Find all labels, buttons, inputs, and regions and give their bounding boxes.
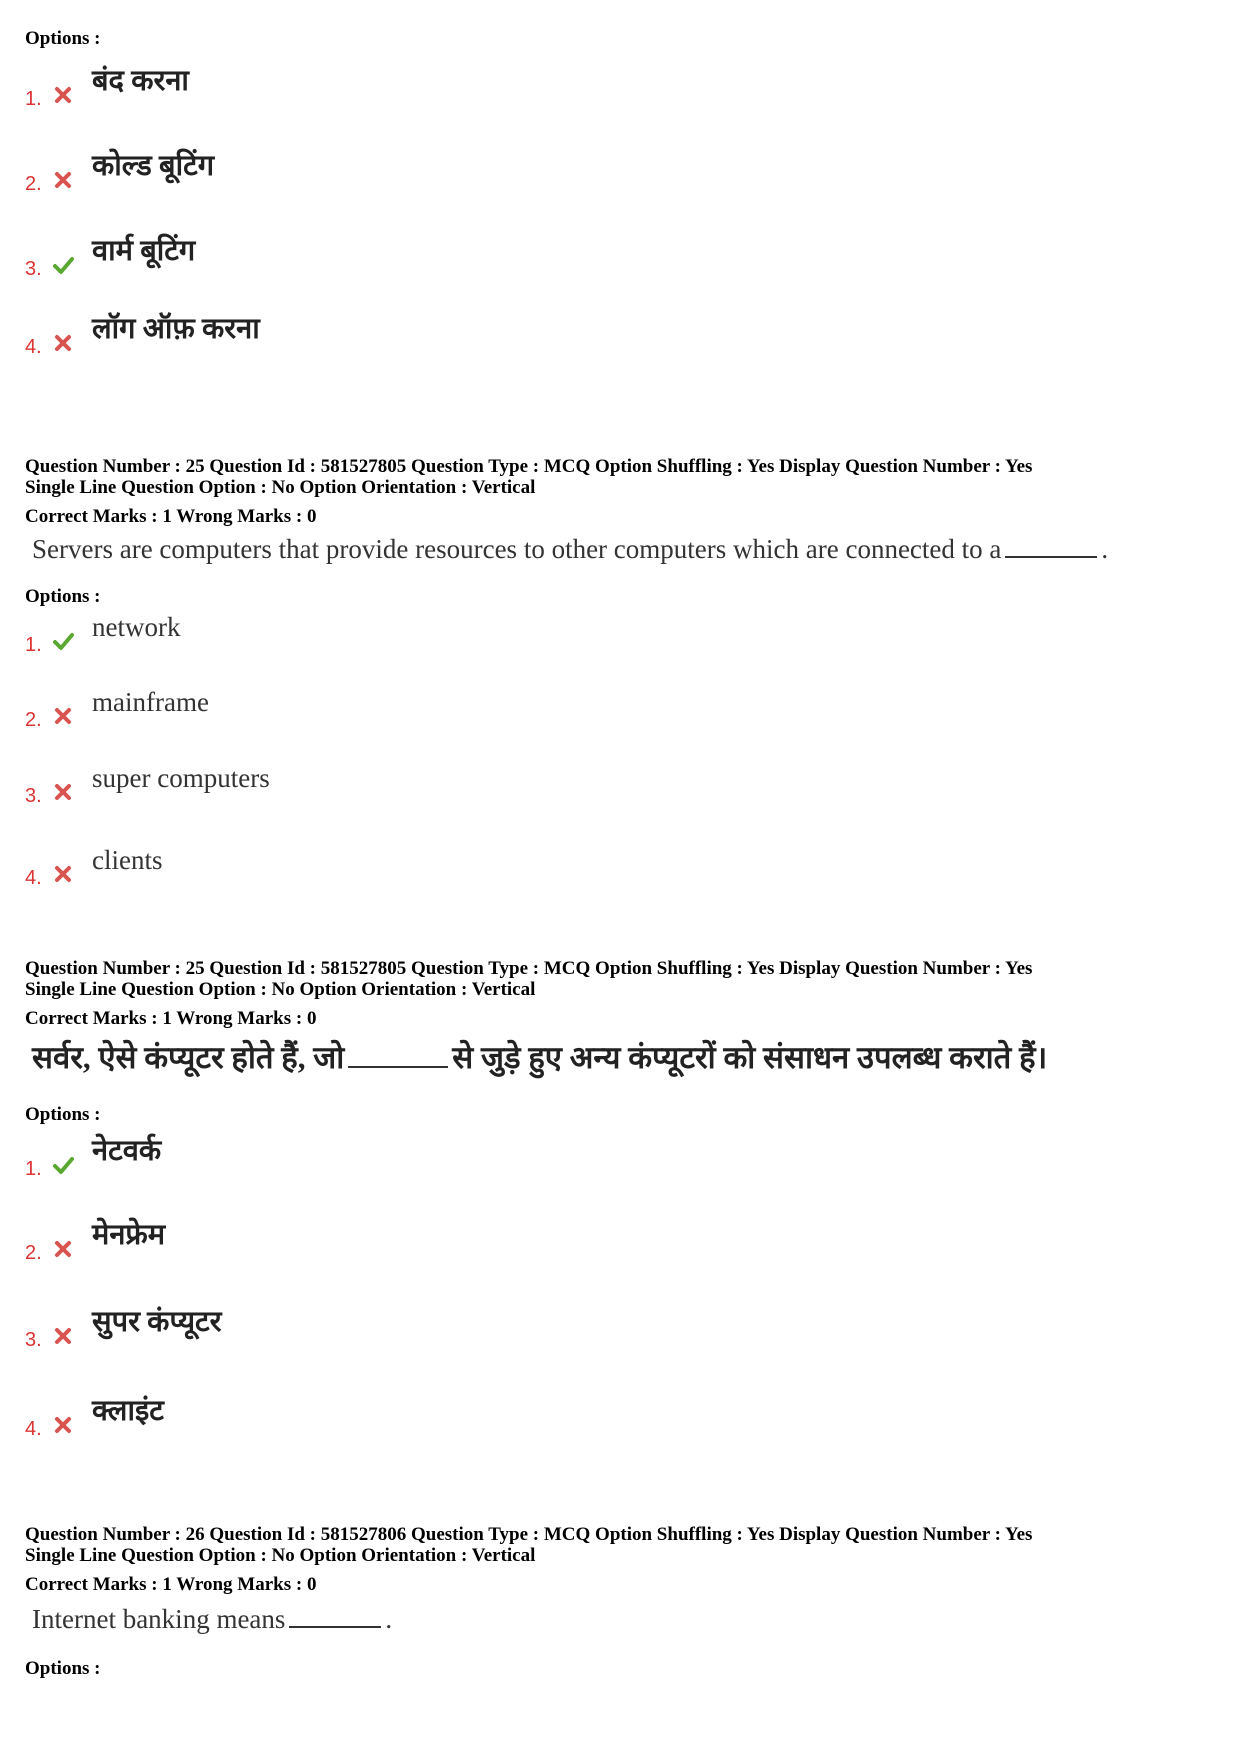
- question-text: [32, 1604, 392, 1635]
- question-marks: Correct Marks : 1 Wrong Marks : 0: [25, 506, 317, 527]
- options-label: Options :: [25, 586, 101, 607]
- check-icon: [52, 630, 74, 652]
- question-meta-line1: Question Number : 25 Question Id : 581527805 Question Type : MCQ Option Shuffling : Yes Display Question Number : Yes: [25, 456, 1033, 477]
- options-label: Options :: [25, 1658, 101, 1679]
- check-icon: [52, 254, 74, 276]
- option-number: 2.: [25, 173, 42, 195]
- option-number: 3.: [25, 1329, 42, 1351]
- option-text: वार्म बूटिंग: [92, 235, 196, 267]
- question-text-start: Internet banking means: [32, 1604, 286, 1634]
- cross-icon: [52, 705, 74, 727]
- option-text: clients: [92, 845, 163, 875]
- question-meta-line1: Question Number : 26 Question Id : 581527806 Question Type : MCQ Option Shuffling : Yes Display Question Number : Yes: [25, 1524, 1033, 1545]
- option-number: 1.: [25, 1158, 42, 1180]
- cross-icon: [52, 1325, 74, 1347]
- options-label: Options :: [25, 28, 101, 49]
- check-icon: [52, 1154, 74, 1176]
- question-meta: [25, 958, 1032, 1000]
- option-text: network: [92, 612, 181, 642]
- cross-icon: [52, 1238, 74, 1260]
- option-number: 2.: [25, 709, 42, 731]
- option-text: क्लाइंट: [92, 1395, 164, 1427]
- option-number: 2.: [25, 1242, 42, 1264]
- cross-icon: [52, 781, 74, 803]
- option-number: 1.: [25, 88, 42, 110]
- question-text-end: से जुड़े हुए अन्य कंप्यूटरों को संसाधन उपलब्ध कराते हैं।: [452, 1040, 1048, 1075]
- option-number: 4.: [25, 867, 42, 889]
- cross-icon: [52, 332, 74, 354]
- question-text: [32, 1036, 1047, 1078]
- question-text-start: Servers are computers that provide resources to other computers which are connected to a: [32, 534, 1002, 564]
- question-meta: [25, 1524, 1032, 1566]
- answer-blank: [1005, 555, 1097, 558]
- question-meta-line2: Single Line Question Option : No Option Orientation : Vertical: [25, 979, 536, 1000]
- option-text: बंद करना: [92, 65, 189, 97]
- question-text-start: सर्वर, ऐसे कंप्यूटर होते हैं, जो: [32, 1040, 345, 1075]
- cross-icon: [52, 1414, 74, 1436]
- question-text-end: .: [385, 1604, 393, 1634]
- cross-icon: [52, 863, 74, 885]
- option-text: लॉग ऑफ़ करना: [92, 313, 260, 345]
- question-meta-line2: Single Line Question Option : No Option Orientation : Vertical: [25, 477, 536, 498]
- option-text: मेनफ्रेम: [92, 1219, 166, 1251]
- option-text: mainframe: [92, 687, 209, 717]
- options-label: Options :: [25, 1104, 101, 1125]
- question-text: [32, 534, 1108, 565]
- cross-icon: [52, 169, 74, 191]
- question-marks: Correct Marks : 1 Wrong Marks : 0: [25, 1008, 317, 1029]
- option-number: 3.: [25, 258, 42, 280]
- option-number: 1.: [25, 634, 42, 656]
- cross-icon: [52, 84, 74, 106]
- answer-blank: [289, 1625, 381, 1628]
- option-number: 4.: [25, 1418, 42, 1440]
- option-text: कोल्ड बूटिंग: [92, 150, 215, 182]
- question-meta-line1: Question Number : 25 Question Id : 581527805 Question Type : MCQ Option Shuffling : Yes Display Question Number : Yes: [25, 958, 1033, 979]
- question-text-end: .: [1101, 534, 1109, 564]
- option-text: सुपर कंप्यूटर: [92, 1306, 222, 1338]
- option-number: 3.: [25, 785, 42, 807]
- answer-blank: [348, 1065, 448, 1068]
- question-meta: [25, 456, 1032, 498]
- option-number: 4.: [25, 336, 42, 358]
- option-text: super computers: [92, 763, 270, 793]
- question-meta-line2: Single Line Question Option : No Option Orientation : Vertical: [25, 1545, 536, 1566]
- option-text: नेटवर्क: [92, 1135, 162, 1167]
- question-marks: Correct Marks : 1 Wrong Marks : 0: [25, 1574, 317, 1595]
